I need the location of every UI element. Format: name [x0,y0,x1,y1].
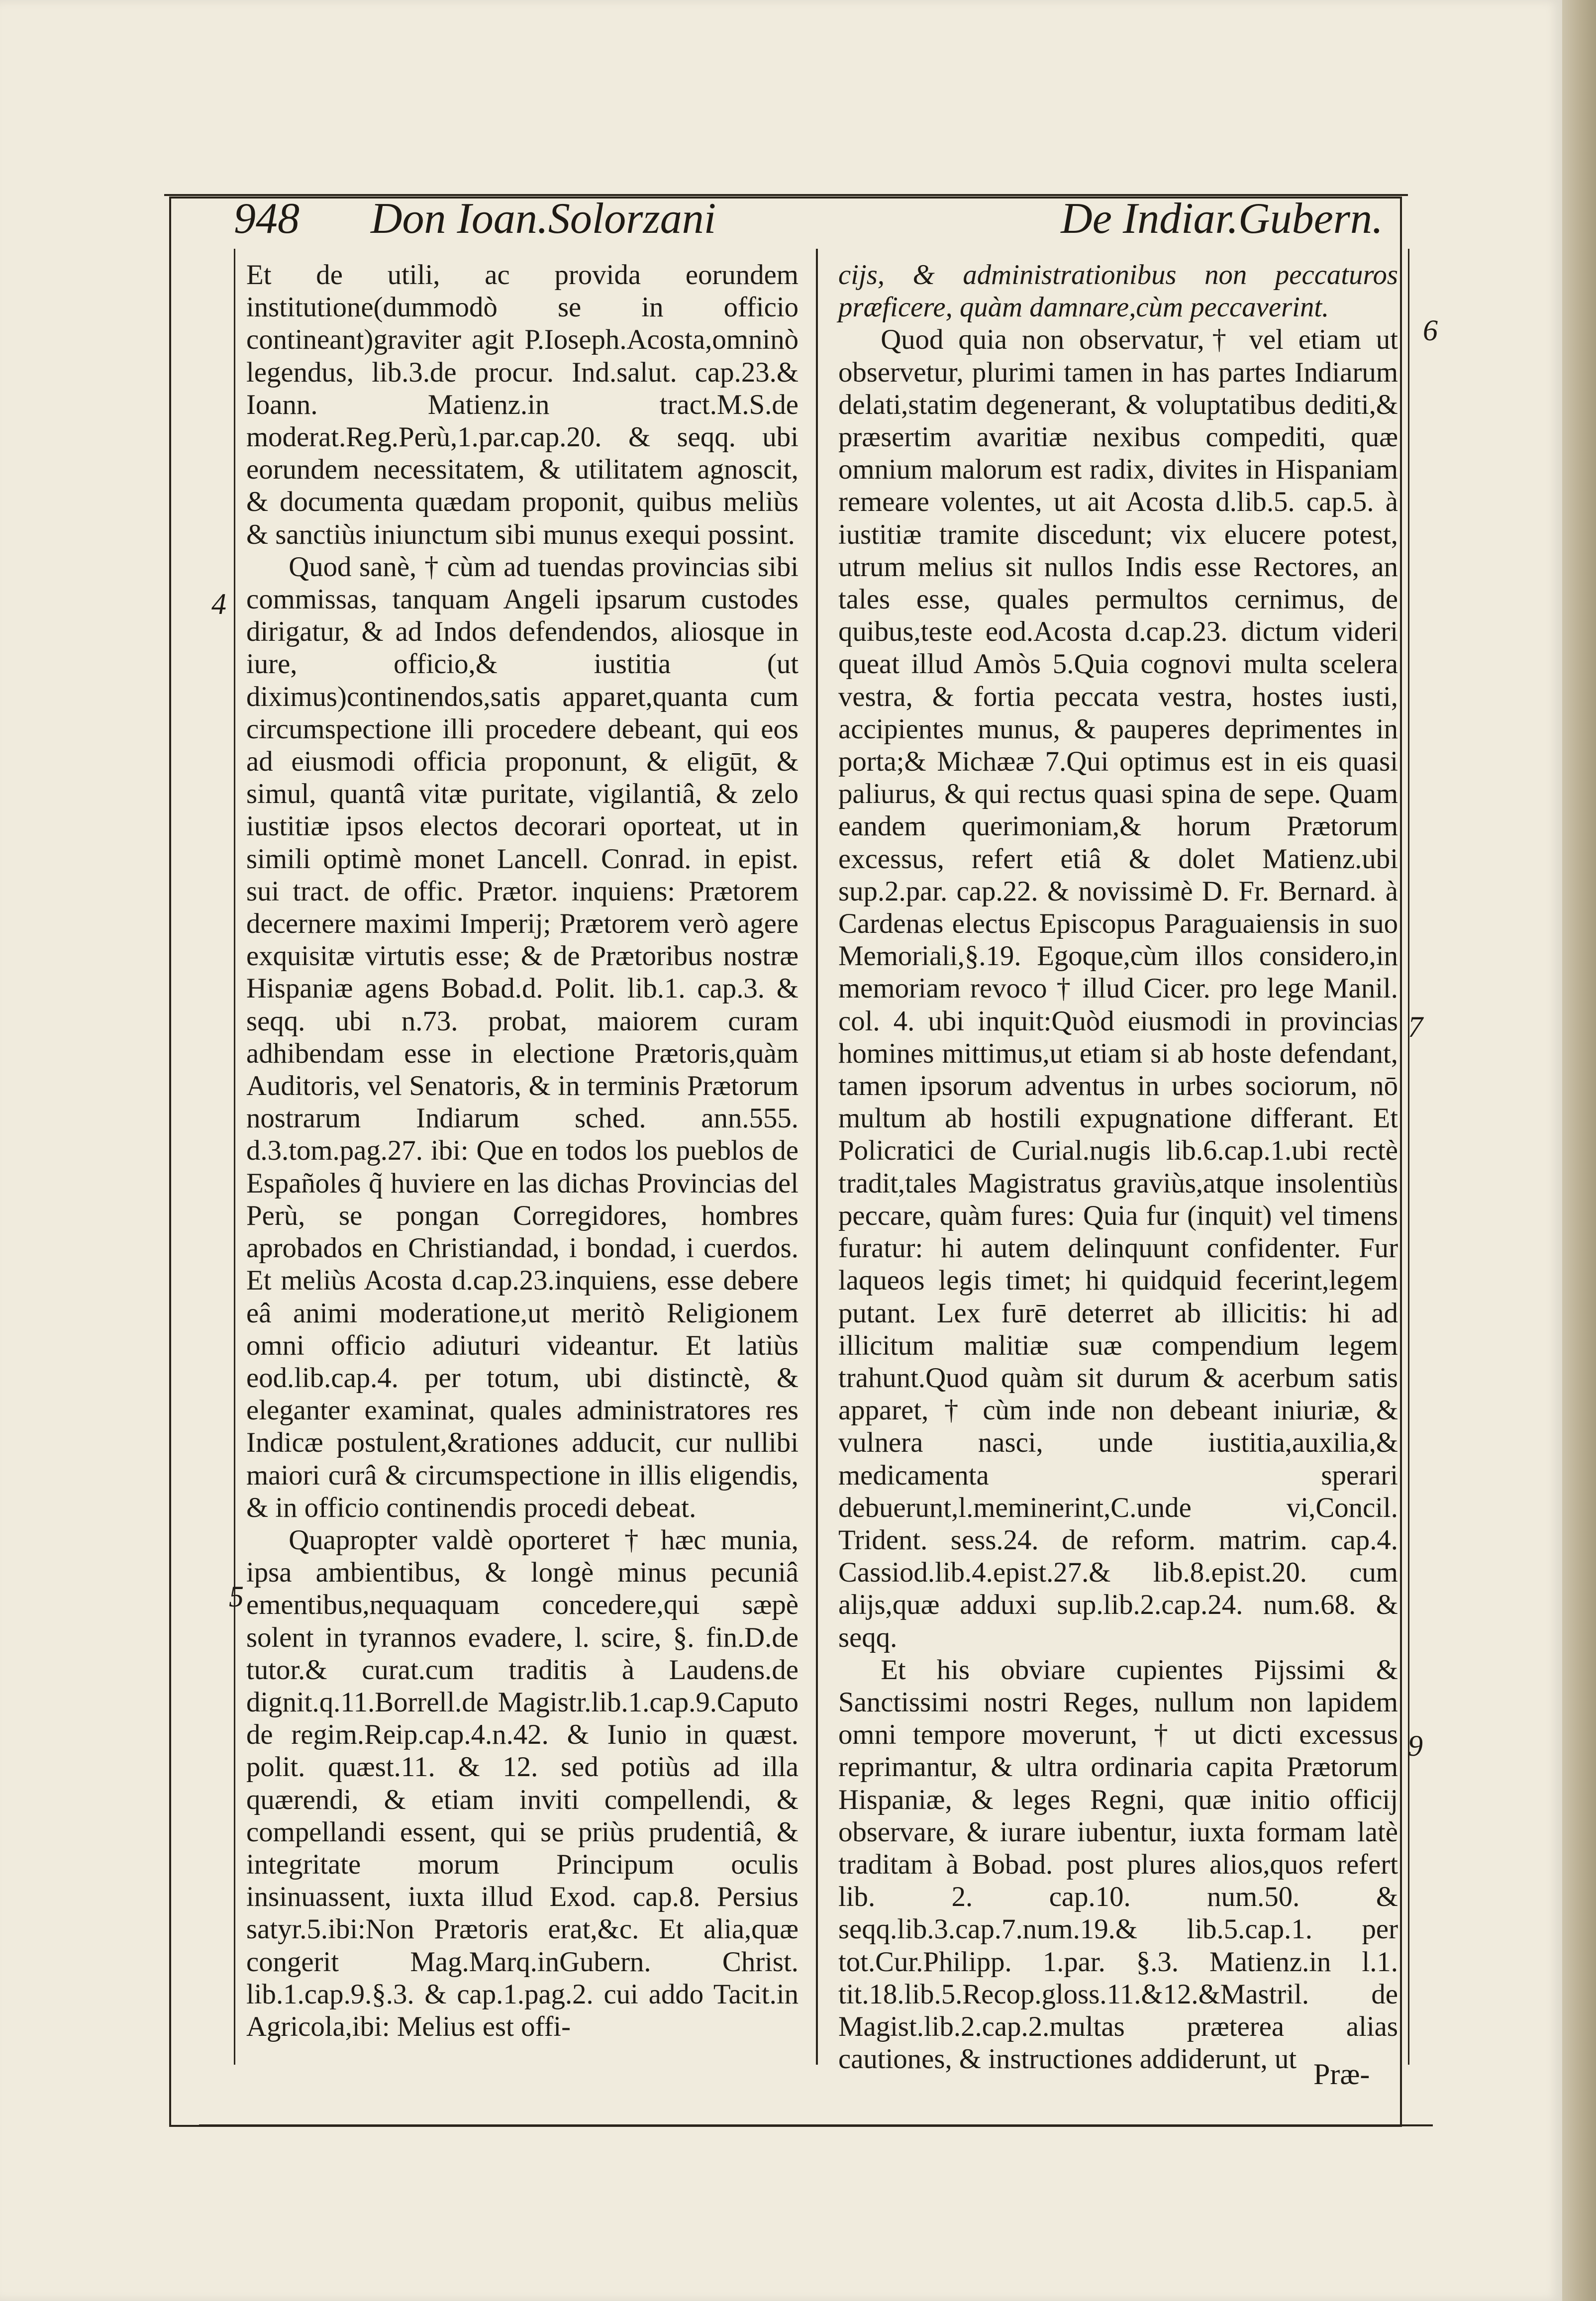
column-divider [816,249,818,2065]
left-paragraph-1: Et de utili, ac provida eorundem institutione(dummodò se in officio contineant)graviter agit P.Ioseph.Acosta,omninò legendus, lib.3.de procur. Ind.salut. cap.23.& Ioann. Matienz.in tract.M.S.de moderat.Reg.Perù,1.par.cap.20. & seqq. ubi eorundem necessitatem, & utilitatem agnoscit, & documenta quædam proponit, quibus meliùs & sanctiùs iniunctum sibi munus exequi possint. [246,259,798,550]
margin-number-4: 4 [211,588,226,620]
margin-number-9: 9 [1408,1729,1423,1762]
running-title-right: De Indiar.Gubern. [1061,195,1383,243]
margin-number-6: 6 [1423,314,1438,347]
page-number: 948 [234,195,299,243]
running-title-left: Don Ioan.Solorzani [371,195,716,243]
right-paragraph-3: Et his obviare cupientes Pijssimi & Sanctissimi nostri Reges, nullum non lapidem omni tempore moverunt, † ut dicti excessus reprimantur, & ultra ordinaria capita Prætorum Hispaniæ, & leges Regni, quæ initio officij observare, & iurare iubentur, iuxta formam latè traditam à Bobad. post plures alios,quos refert lib. 2. cap.10. num.50. & seqq.lib.3.cap.7.num.19.& lib.5.cap.1. per tot.Cur.Philipp. 1.par. §.3. Matienz.in l.1. tit.18.lib.5.Recop.gloss.11.&12.&Mastril. de Magist.lib.2.cap.2.multas præterea alias cautiones, & instructiones addiderunt, ut [838,1654,1398,2075]
bottom-rule [199,2124,1433,2126]
catchword: Præ- [1313,2058,1370,2091]
margin-number-5: 5 [229,1580,244,1613]
left-paragraph-2: Quod sanè, † cùm ad tuendas provincias sibi commissas, tanquam Angeli ipsarum custodes dirigatur, & ad Indos defendendos, aliosque in iure, officio,& iustitia (ut diximus)continendos,satis apparet,quanta cum circumspectione illi procedere debeant, qui eos ad eiusmodi officia proponunt, & eligūt, & simul, quantâ vitæ puritate, vigilantiâ, & zelo iustitiæ ipsos electos decorari oporteat, ut in simili optimè monet Lancell. Conrad. in epist. sui tract. de offic. Prætor. inquiens: Prætorem decernere maximi Imperij; Prætorem verò agere exquisitæ virtutis esse; & de Prætoribus nostræ Hispaniæ agens Bobad.d. Polit. lib.1. cap.3. & seqq. ubi n.73. probat, maiorem curam adhibendam esse in electione Prætoris,quàm Auditoris, vel Senatoris, & in terminis Prætorum nostrarum Indiarum sched. ann.555. d.3.tom.pag.27. ibi: Que en todos los pueblos de Españoles q̃ huviere en las dichas Provincias del Perù, se pongan Corregidores, hombres aprobados en Christiandad, i bondad, i cuerdos. Et meliùs Acosta d.cap.23.inquiens, esse debere eâ animi moderatione,ut meritò Religionem omni officio adiuturi videantur. Et latiùs eod.lib.cap.4. per totum, ubi distinctè, & eleganter examinat, quales administratores res Indicæ postulent,&rationes adducit, cur nullibi maiori curâ & circumspectione in illis eligendis, & in officio continendis procedi debeat. [246,551,798,1523]
left-column [246,259,798,2100]
binding-edge [1562,0,1596,2301]
right-paragraph-1: cijs, & administrationibus non peccaturos præficere, quàm damnare,cùm peccaverint. [838,259,1398,323]
right-paragraph-2: Quod quia non observatur,† vel etiam ut observetur, plurimi tamen in has partes Indiarum delati,statim degenerant, & voluptatibus dediti,& præsertim avaritiæ nexibus compediti, quæ omnium malorum est radix, divites in Hispaniam remeare volentes, ut ait Acosta d.lib.5. cap.5. à iustitiæ tramite discedunt; vix elucere potest, utrum melius sit nullos Indis esse Rectores, an tales esse, quales permultos cernimus, de quibus,teste eod.Acosta d.cap.23. dictum videri queat illud Amòs 5.Quia cognovi multa scelera vestra, & fortia peccata vestra, hostes iusti, accipientes munus, & pauperes deprimentes in porta;& Michææ 7.Qui optimus est in eis quasi paliurus, & qui rectus quasi spina de sepe. Quam eandem querimoniam,& horum Prætorum excessus, refert etiâ & dolet Matienz.ubi sup.2.par. cap.22. & novissimè D. Fr. Bernard. à Cardenas electus Episcopus Paraguaiensis in suo Memoriali,§.19. Egoque,cùm illos considero,in memoriam revoco † illud Cicer. pro lege Manil. col. 4. ubi inquit:Quòd eiusmodi in provincias homines mittimus,ut etiam si ab hoste defendant, tamen ipsorum adventus in urbes sociorum, nō multum ab hostili expugnatione differant. Et Policratici de Curial.nugis lib.6.cap.1.ubi rectè tradit,tales Magistratus graviùs,atque insolentiùs peccare, quàm fures: Quia fur (inquit) vel timens furatur: hi autem delinquunt confidenter. Fur laqueos legis timet; hi quidquid fecerint,legem putant. Lex furē deterret ab illicitis: hi ad illicitum malitiæ suæ compendium legem trahunt.Quod quàm sit durum & acerbum satis apparet, † cùm inde non debeant iniuriæ, & vulnera nasci, unde iustitia,auxilia,& medicamenta sperari debuerunt,l.meminerint,C.unde vi,Concil. Trident. sess.24. de reform. matrim. cap.4. Cassiod.lib.4.epist.27.& lib.8.epist.20. cum alijs,quæ adduxi sup.lib.2.cap.24. num.68. & seqq. [838,324,1398,1653]
margin-number-7: 7 [1408,1010,1423,1043]
left-paragraph-3: Quapropter valdè oporteret † hæc munia, ipsa ambientibus, & longè minus pecuniâ ementibus,nequaquam concedere,qui sæpè solent in tyrannos evadere, l. scire, §. fin.D.de tutor.& curat.cum traditis à Laudens.de dignit.q.11.Borrell.de Magistr.lib.1.cap.9.Caputo de regim.Reip.cap.4.n.42. & Iunio in quæst. polit. quæst.11. & 12. sed potiùs ad illa quærendi, & etiam inviti compellendi, & compellandi essent, qui se priùs prudentiâ, & integritate morum Principum oculis insinuassent, iuxta illud Exod. cap.8. Persius satyr.5.ibi:Non Prætoris erat,&c. Et alia,quæ congerit Mag.Marq.inGubern. Christ. lib.1.cap.9.§.3. & cap.1.pag.2. cui addo Tacit.in Agricola,ibi: Melius est offi- [246,1524,798,2042]
left-column-rule [234,249,235,2065]
right-column [838,259,1398,2100]
right-column-rule [1408,249,1409,2065]
